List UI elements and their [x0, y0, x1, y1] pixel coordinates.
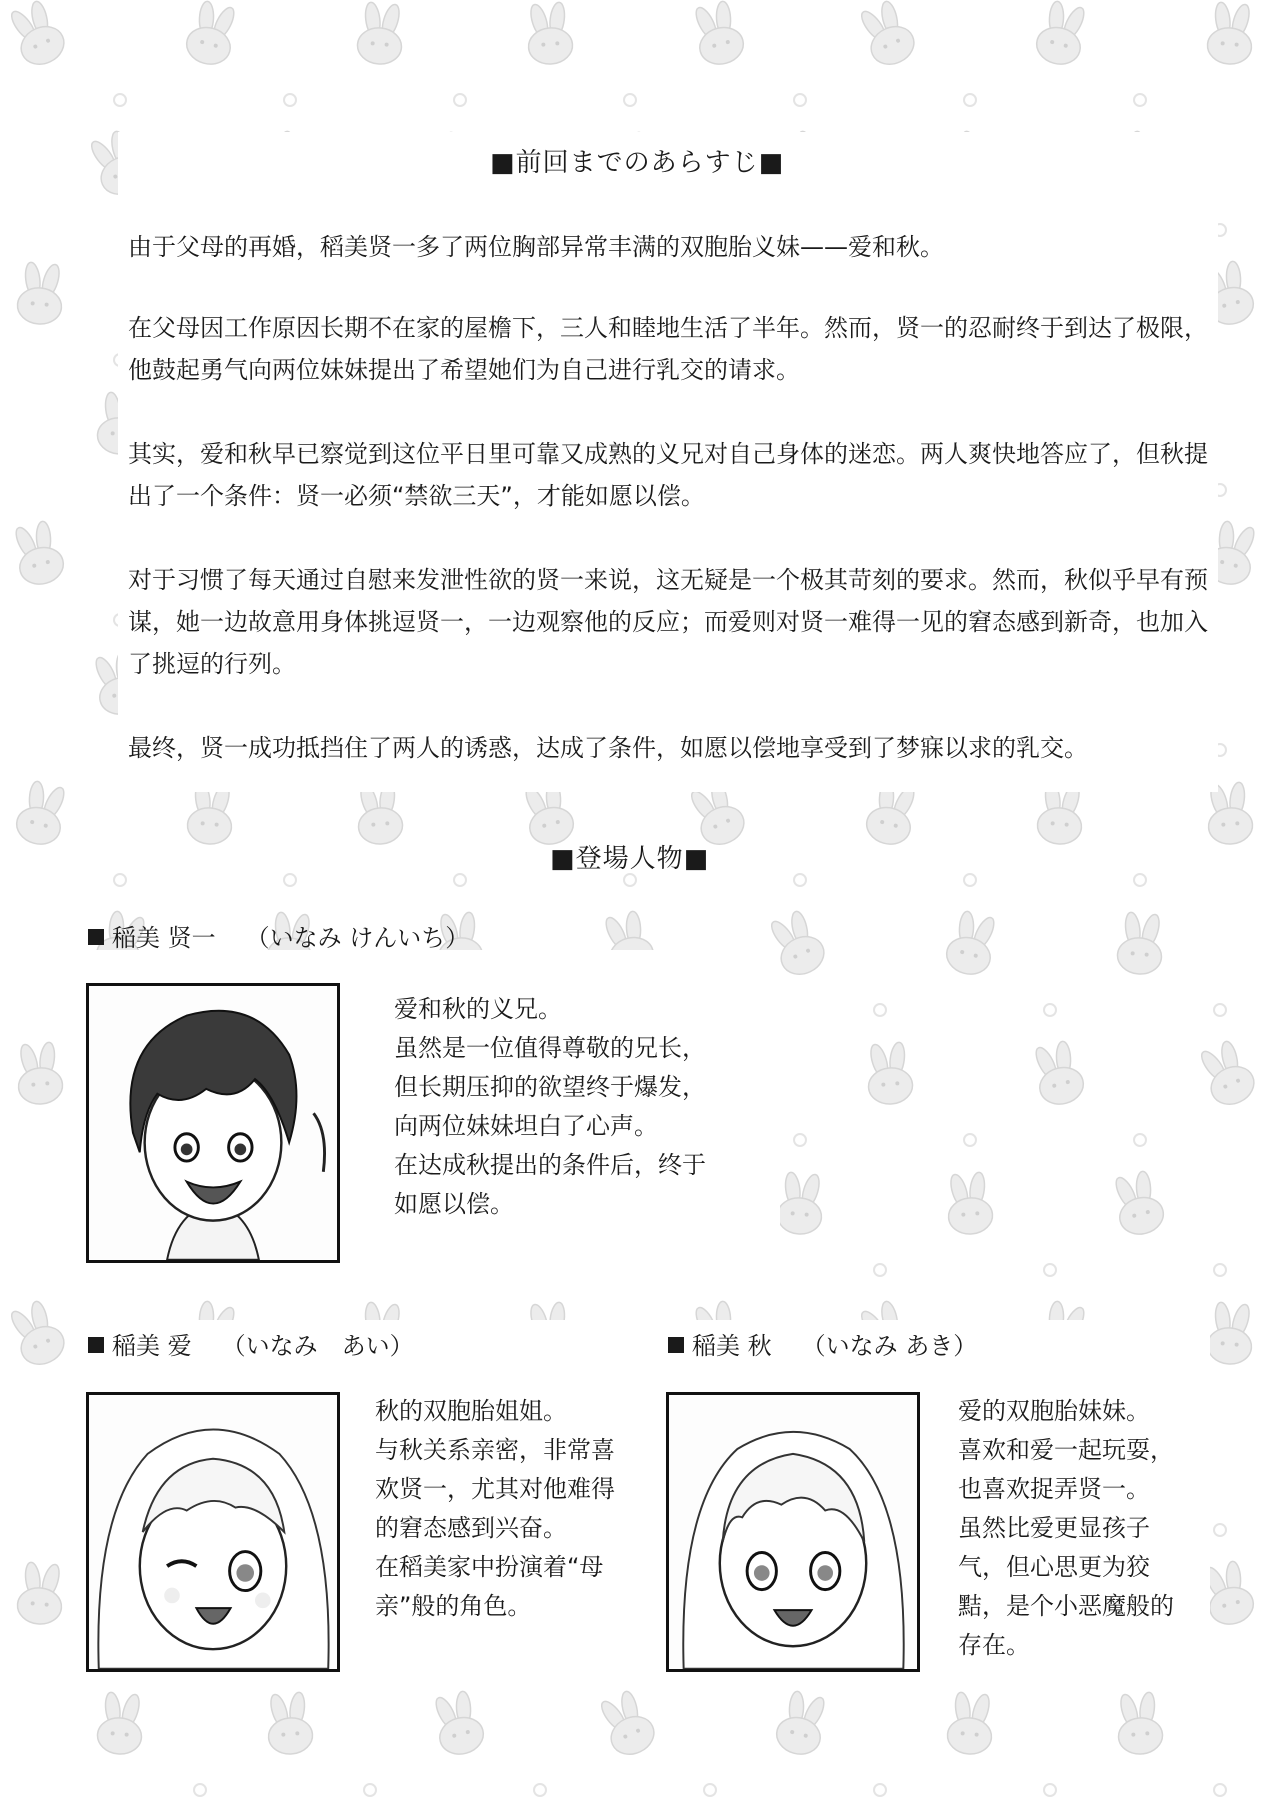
- pattern-dot-icon: [1044, 1264, 1056, 1276]
- description-line: 亲”般的角色。: [375, 1592, 532, 1620]
- boy-portrait-icon: [89, 986, 337, 1260]
- girl-smiling-portrait-icon: [669, 1395, 917, 1669]
- portrait-ai: [86, 1392, 340, 1672]
- pattern-dot-icon: [964, 1134, 976, 1146]
- description-line: 的窘态感到兴奋。: [375, 1514, 567, 1542]
- description-line: 与秋关系亲密，非常喜: [375, 1436, 615, 1464]
- bunny-pattern-icon: [4, 0, 70, 71]
- summary-paragraph: 其实，爱和秋早已察觉到这位平日里可靠又成熟的义兄对自己身体的迷恋。两人爽快地答应了，但秋提出了一个条件：贤一必须“禁欲三天”，才能如愿以偿。: [128, 440, 1208, 510]
- bunny-pattern-icon: [1115, 1690, 1164, 1756]
- description-line: 存在。: [958, 1631, 1030, 1659]
- summary-paragraph: 最终，贤一成功抵挡住了两人的诱惑，达成了条件，如愿以偿地享受到了梦寐以求的乳交。: [128, 734, 1088, 762]
- pattern-dot-icon: [794, 1134, 806, 1146]
- pattern-dot-icon: [114, 94, 126, 106]
- pattern-dot-icon: [964, 874, 976, 886]
- bunny-pattern-icon: [689, 0, 748, 69]
- bunny-pattern-icon: [773, 1688, 832, 1759]
- pattern-dot-icon: [624, 874, 636, 886]
- summary-title: ■前回までのあらすじ■: [490, 148, 785, 178]
- summary-paragraph: 对于习惯了每天通过自慰来发泄性欲的贤一来说，这无疑是一个极其苛刻的要求。然而，秋似乎早有预谋，她一边故意用身体挑逗贤一，一边观察他的反应；而爱则对贤一难得一见的窘态感到新奇，也加入了挑逗的行列。: [128, 566, 1208, 678]
- bunny-pattern-icon: [13, 778, 72, 849]
- bunny-pattern-icon: [1206, 0, 1255, 66]
- bunny-pattern-icon: [1029, 1038, 1088, 1109]
- square-bullet-icon: [668, 1337, 684, 1353]
- bunny-pattern-icon: [776, 1170, 825, 1236]
- character-name-kenichi: 稲美 贤一 （いなみ けんいち）: [88, 918, 469, 953]
- pattern-dot-icon: [194, 1784, 206, 1796]
- pattern-dot-icon: [1134, 874, 1146, 886]
- pattern-dot-icon: [1044, 1004, 1056, 1016]
- pattern-dot-icon: [704, 1784, 716, 1796]
- bunny-pattern-icon: [96, 1690, 145, 1756]
- bunny-pattern-icon: [16, 260, 65, 326]
- pattern-dot-icon: [874, 1004, 886, 1016]
- bunny-pattern-icon: [183, 0, 242, 69]
- description-line: 欢贤一，尤其对他难得: [375, 1475, 615, 1503]
- bunny-pattern-icon: [525, 0, 574, 66]
- character-description-aki: [958, 1392, 1174, 1665]
- description-line: 但长期压抑的欲望终于爆发，: [394, 1073, 706, 1101]
- pattern-dot-icon: [284, 874, 296, 886]
- bunny-pattern-icon: [1194, 1036, 1260, 1111]
- portrait-aki: [666, 1392, 920, 1672]
- description-line: 爱的双胞胎妹妹。: [958, 1397, 1150, 1425]
- bunny-pattern-icon: [594, 1686, 660, 1761]
- square-bullet-icon: [88, 929, 104, 945]
- bunny-pattern-icon: [265, 1690, 314, 1756]
- bunny-pattern-icon: [15, 1040, 64, 1106]
- bunny-pattern-icon: [356, 0, 405, 66]
- summary-paragraph: 由于父母的再婚，稻美贤一多了两位胸部异常丰满的双胞胎义妹——爱和秋。: [128, 233, 944, 261]
- pattern-dot-icon: [1214, 1524, 1226, 1536]
- pattern-dot-icon: [1214, 1784, 1226, 1796]
- pattern-dot-icon: [964, 94, 976, 106]
- pattern-dot-icon: [1214, 1264, 1226, 1276]
- bunny-pattern-icon: [854, 0, 920, 71]
- bunny-pattern-icon: [1109, 1168, 1168, 1239]
- girl-winking-portrait-icon: [89, 1395, 337, 1669]
- description-line: 在稻美家中扮演着“母: [375, 1553, 604, 1581]
- pattern-dot-icon: [874, 1784, 886, 1796]
- pattern-dot-icon: [454, 94, 466, 106]
- description-line: 也喜欢捉弄贤一。: [958, 1475, 1150, 1503]
- pattern-dot-icon: [534, 1784, 546, 1796]
- pattern-dot-icon: [1134, 1134, 1146, 1146]
- bunny-pattern-icon: [865, 1040, 914, 1106]
- bunny-pattern-icon: [16, 1560, 65, 1626]
- bunny-pattern-icon: [943, 908, 1002, 979]
- pattern-dot-icon: [364, 1784, 376, 1796]
- character-description-ai: [375, 1392, 615, 1626]
- pattern-dot-icon: [284, 94, 296, 106]
- description-line: 爱和秋的义兄。: [394, 995, 562, 1023]
- description-line: 秋的双胞胎姐姐。: [375, 1397, 567, 1425]
- description-line: 黠，是个小恶魔般的: [958, 1592, 1174, 1620]
- pattern-dot-icon: [1134, 94, 1146, 106]
- character-description-kenichi: [394, 990, 706, 1224]
- character-name-ai: 稲美 爱 （いなみ あい）: [88, 1326, 414, 1361]
- description-line: 喜欢和爱一起玩耍，: [958, 1436, 1174, 1464]
- description-line: 向两位妹妹坦白了心声。: [394, 1112, 658, 1140]
- pattern-dot-icon: [1044, 1784, 1056, 1796]
- characters-title: ■登場人物■: [550, 844, 710, 874]
- description-line: 虽然比爱更显孩子: [958, 1514, 1150, 1542]
- description-line: 虽然是一位值得尊敬的兄长，: [394, 1034, 706, 1062]
- pattern-dot-icon: [624, 94, 636, 106]
- pattern-dot-icon: [454, 874, 466, 886]
- bunny-pattern-icon: [945, 1170, 994, 1236]
- description-line: 如愿以偿。: [394, 1190, 514, 1218]
- pattern-dot-icon: [794, 94, 806, 106]
- bunny-pattern-icon: [4, 1296, 70, 1371]
- summary-paragraph: 在父母因工作原因长期不在家的屋檐下，三人和睦地生活了半年。然而，贤一的忍耐终于到达了极限，他鼓起勇气向两位妹妹提出了希望她们为自己进行乳交的请求。: [128, 314, 1208, 384]
- character-name-aki: 稲美 秋 （いなみ あき）: [668, 1326, 977, 1361]
- pattern-dot-icon: [874, 1264, 886, 1276]
- pattern-dot-icon: [794, 874, 806, 886]
- square-bullet-icon: [88, 1337, 104, 1353]
- portrait-kenichi: [86, 983, 340, 1263]
- description-line: 气，但心思更为狡: [958, 1553, 1150, 1581]
- pattern-dot-icon: [1214, 1004, 1226, 1016]
- bunny-pattern-icon: [946, 1690, 995, 1756]
- description-line: 在达成秋提出的条件后，终于: [394, 1151, 706, 1179]
- bunny-pattern-icon: [1033, 0, 1092, 69]
- bunny-pattern-icon: [1116, 910, 1165, 976]
- bunny-pattern-icon: [429, 1688, 488, 1759]
- bunny-pattern-icon: [1206, 1300, 1255, 1366]
- bunny-pattern-icon: [9, 518, 68, 589]
- pattern-dot-icon: [114, 874, 126, 886]
